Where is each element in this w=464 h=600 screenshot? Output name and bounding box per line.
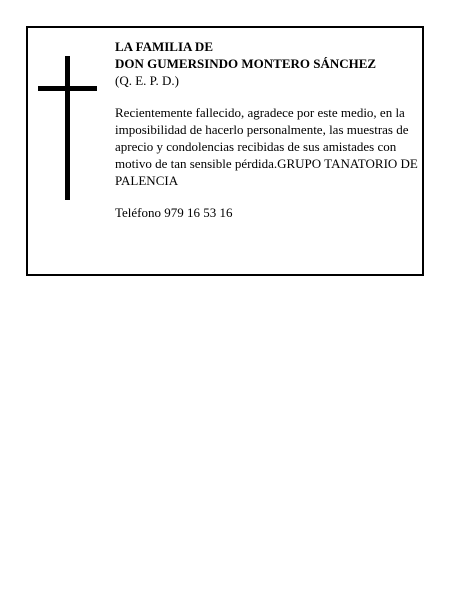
cross-horizontal-bar: [38, 86, 97, 91]
notice-message: Recientemente fallecido, agradece por este medio, en la imposibilidad de hacerlo personalmente, las muestras de aprecio y condolencias recibidas de sus amistades con motivo de tan sensible pérdida.GRUPO TANATORIO DE PALENCIA: [115, 105, 418, 188]
phone-number: Teléfono 979 16 53 16: [115, 205, 233, 220]
cross-vertical-bar: [65, 56, 70, 200]
notice-content: [115, 38, 421, 221]
deceased-name: DON GUMERSINDO MONTERO SÁNCHEZ: [115, 56, 377, 71]
obituary-notice: [26, 26, 424, 276]
family-line: LA FAMILIA DE: [115, 39, 213, 54]
qepd-line: (Q. E. P. D.): [115, 73, 179, 88]
